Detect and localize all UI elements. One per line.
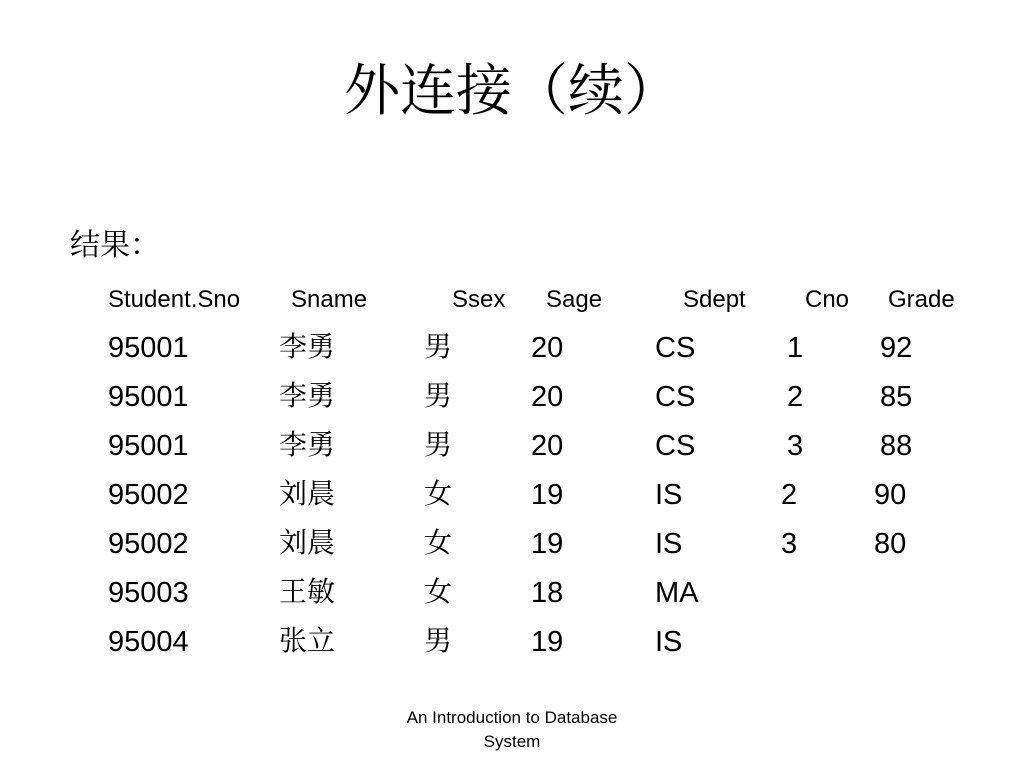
cell-sname: 王敏 (279, 575, 336, 608)
cell-cno: 2 (781, 479, 798, 511)
cell-ssex: 女 (424, 477, 453, 510)
result-label: 结果： (70, 228, 160, 263)
cell-sage: 20 (531, 430, 564, 462)
cell-cno: 2 (787, 381, 804, 413)
slide-title: 外连接（续） (344, 59, 680, 124)
slide-footer (362, 706, 662, 754)
cell-grade: 88 (880, 430, 913, 462)
cell-sage: 20 (531, 332, 564, 364)
cell-grade: 85 (880, 381, 913, 413)
cell-sdept: CS (655, 381, 696, 413)
header-grade: Grade (888, 286, 955, 313)
cell-cno: 3 (781, 528, 798, 560)
cell-sname: 刘晨 (279, 477, 336, 510)
cell-sage: 19 (531, 528, 564, 560)
header-sno: Student.Sno (108, 286, 241, 313)
header-cno: Cno (805, 286, 850, 313)
cell-sname: 刘晨 (279, 526, 336, 559)
cell-sno: 95002 (108, 528, 189, 560)
cell-sage: 20 (531, 381, 564, 413)
cell-grade: 80 (874, 528, 907, 560)
cell-ssex: 女 (424, 526, 453, 559)
cell-sno: 95004 (108, 626, 189, 658)
cell-sname: 李勇 (279, 330, 336, 363)
cell-sdept: IS (655, 479, 683, 511)
cell-sdept: CS (655, 430, 696, 462)
cell-ssex: 女 (424, 575, 453, 608)
cell-ssex: 男 (424, 330, 453, 363)
cell-sno: 95001 (108, 332, 189, 364)
footer-line-2: System (483, 732, 541, 751)
cell-sno: 95001 (108, 430, 189, 462)
header-ssex: Ssex (452, 286, 506, 313)
cell-grade: 90 (874, 479, 907, 511)
cell-sage: 19 (531, 479, 564, 511)
cell-grade: 92 (880, 332, 913, 364)
cell-sage: 18 (531, 577, 564, 609)
cell-sno: 95001 (108, 381, 189, 413)
cell-sname: 李勇 (279, 428, 336, 461)
cell-sdept: MA (655, 577, 699, 609)
cell-sno: 95002 (108, 479, 189, 511)
cell-sname: 李勇 (279, 379, 336, 412)
cell-cno: 1 (787, 332, 804, 364)
header-sdept: Sdept (683, 286, 746, 313)
cell-sname: 张立 (279, 624, 336, 657)
cell-sdept: IS (655, 528, 683, 560)
header-sname: Sname (291, 286, 368, 313)
footer-line-1: An Introduction to Database (406, 708, 618, 727)
cell-sno: 95003 (108, 577, 189, 609)
cell-sdept: CS (655, 332, 696, 364)
cell-ssex: 男 (424, 624, 453, 657)
header-sage: Sage (546, 286, 603, 313)
cell-sdept: IS (655, 626, 683, 658)
cell-ssex: 男 (424, 428, 453, 461)
cell-sage: 19 (531, 626, 564, 658)
cell-ssex: 男 (424, 379, 453, 412)
cell-cno: 3 (787, 430, 804, 462)
